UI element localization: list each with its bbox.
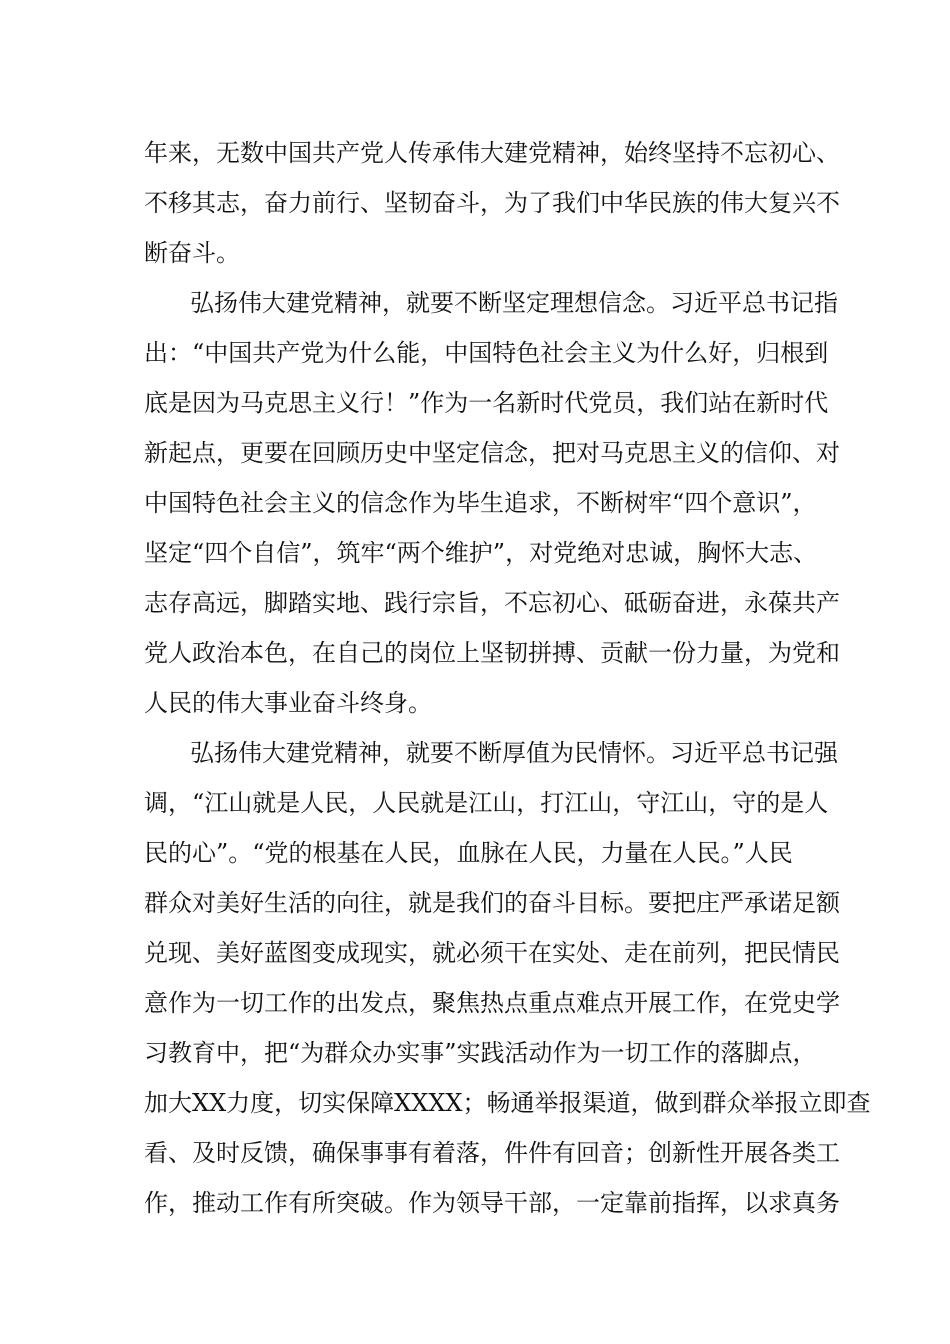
text-line: 习教育中，把“为群众办实事”实践活动作为一切工作的落脚点， [144,1039,817,1067]
text-line: 调，“江山就是人民，人民就是江山，打江山，守江山，守的是人 [144,789,829,817]
text-line: 坚定“四个自信”，筑牢“两个维护”，对党绝对忠诚，胸怀大志、 [144,539,818,567]
paragraph-3 [144,728,871,1228]
text-line: 底是因为马克思主义行！”作为一名新时代党员，我们站在新时代 [144,389,829,417]
text-line: 新起点，更要在回顾历史中坚定信念，把对马克思主义的信仰、对 [144,439,840,467]
text-line: 弘扬伟大建党精神，就要不断厚值为民情怀。习近平总书记强 [190,739,838,767]
text-line: 断奋斗。 [144,239,240,267]
paragraph-2 [144,278,840,728]
text-line: 看、及时反馈，确保事事有着落，件件有回音；创新性开展各类工 [144,1139,840,1167]
text-line: 群众对美好生活的向往，就是我们的奋斗目标。要把庄严承诺足额 [144,889,840,917]
text-line: 弘扬伟大建党精神，就要不断坚定理想信念。习近平总书记指 [190,289,838,317]
text-line: 作，推动工作有所突破。作为领导干部，一定靠前指挥，以求真务 [144,1189,840,1217]
text-line: 党人政治本色，在自己的岗位上坚韧拼搏、贡献一份力量，为党和 [144,639,840,667]
text-line: 加大XX力度，切实保障XXXX；畅通举报渠道，做到群众举报立即查 [144,1089,871,1117]
text-line: 年来，无数中国共产党人传承伟大建党精神，始终坚持不忘初心、 [144,139,840,167]
text-line: 不移其志，奋力前行、坚韧奋斗，为了我们中华民族的伟大复兴不 [144,189,840,217]
paragraph-1 [144,128,840,278]
text-line: 民的心”。“党的根基在人民，血脉在人民，力量在人民。”人民 [144,839,793,867]
text-line: 中国特色社会主义的信念作为毕生追求，不断树牢“四个意识”， [144,489,817,517]
text-line: 志存高远，脚踏实地、践行宗旨，不忘初心、砥砺奋进，永葆共产 [144,589,840,617]
text-line: 意作为一切工作的出发点，聚焦热点重点难点开展工作，在党史学 [144,989,840,1017]
text-line: 人民的伟大事业奋斗终身。 [144,689,432,717]
text-line: 出：“中国共产党为什么能，中国特色社会主义为什么好，归根到 [144,339,829,367]
text-line: 兑现、美好蓝图变成现实，就必须干在实处、走在前列，把民情民 [144,939,840,967]
document-body [144,128,871,1228]
